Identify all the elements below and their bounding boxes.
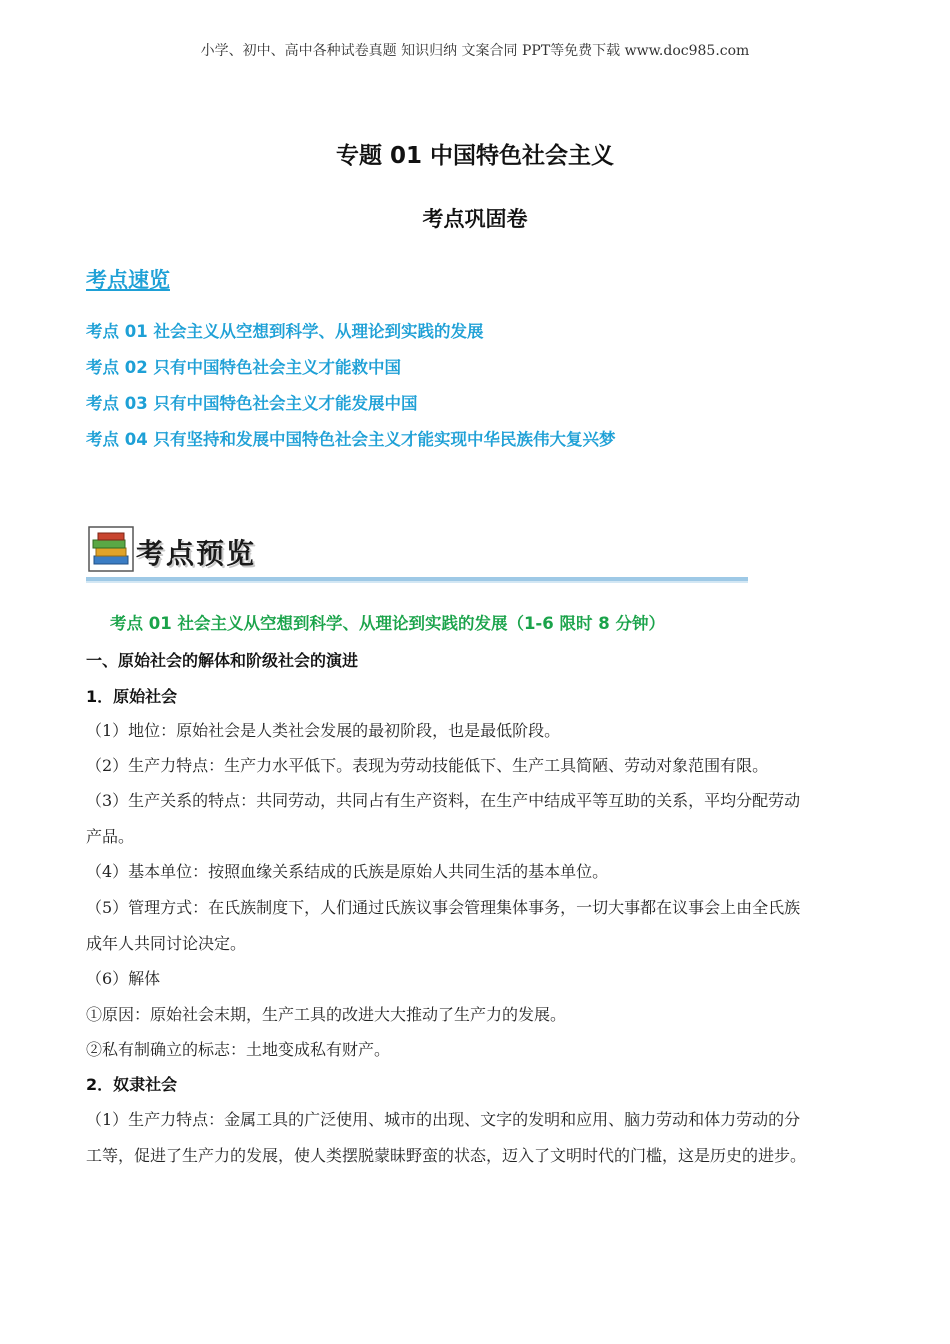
paragraph-line: （4）基本单位：按照血缘关系结成的氏族是原始人共同生活的基本单位。 <box>86 862 609 881</box>
paragraph-line: 成年人共同讨论决定。 <box>86 934 247 953</box>
document-subtitle: 考点巩固卷 <box>422 207 528 231</box>
document-title: 专题 01 中国特色社会主义 <box>335 143 615 169</box>
section-banner <box>86 518 748 586</box>
overview-item-2: 考点 02 只有中国特色社会主义才能救中国 <box>86 358 401 377</box>
banner-label: 考点预览 <box>136 537 257 570</box>
overview-item-1: 考点 01 社会主义从空想到科学、从理论到实践的发展 <box>86 322 484 341</box>
paragraph-line: ②私有制确立的标志：土地变成私有财产。 <box>86 1040 391 1059</box>
page-header: 小学、初中、高中各种试卷真题 知识归纳 文案合同 PPT等免费下载 www.doc985.com <box>200 43 750 59</box>
paragraph-line: （3）生产关系的特点：共同劳动，共同占有生产资料，在生产中结成平等互助的关系，平均分配劳动 <box>86 791 801 810</box>
overview-item-4: 考点 04 只有坚持和发展中国特色社会主义才能实现中华民族伟大复兴梦 <box>86 430 616 449</box>
subheading-2: 2．奴隶社会 <box>86 1075 178 1094</box>
books-icon <box>88 526 134 572</box>
paragraph-line: （5）管理方式：在氏族制度下，人们通过氏族议事会管理集体事务，一切大事都在议事会上由全氏族 <box>86 898 801 917</box>
paragraph-line: 产品。 <box>86 827 135 846</box>
paragraph-line: （2）生产力特点：生产力水平低下。表现为劳动技能低下、生产工具简陋、劳动对象范围有限。 <box>86 756 769 775</box>
overview-heading: 考点速览 <box>86 268 170 292</box>
paragraph-line: （1）生产力特点：金属工具的广泛使用、城市的出现、文字的发明和应用、脑力劳动和体力劳动的分 <box>86 1110 801 1129</box>
heading-1: 一、原始社会的解体和阶级社会的演进 <box>86 651 359 670</box>
banner-divider-shadow <box>86 581 748 583</box>
paragraph-line: ①原因：原始社会末期，生产工具的改进大大推动了生产力的发展。 <box>86 1005 567 1024</box>
paragraph-line: （1）地位：原始社会是人类社会发展的最初阶段，也是最低阶段。 <box>86 721 561 740</box>
overview-item-3: 考点 03 只有中国特色社会主义才能发展中国 <box>86 394 418 413</box>
subheading-1: 1．原始社会 <box>86 687 178 706</box>
section-title: 考点 01 社会主义从空想到科学、从理论到实践的发展（1-6 限时 8 分钟） <box>110 614 665 633</box>
paragraph-line: （6）解体 <box>86 969 161 988</box>
paragraph-line: 工等，促进了生产力的发展，使人类摆脱蒙昧野蛮的状态，迈入了文明时代的门槛，这是历史的进步。 <box>86 1146 807 1165</box>
